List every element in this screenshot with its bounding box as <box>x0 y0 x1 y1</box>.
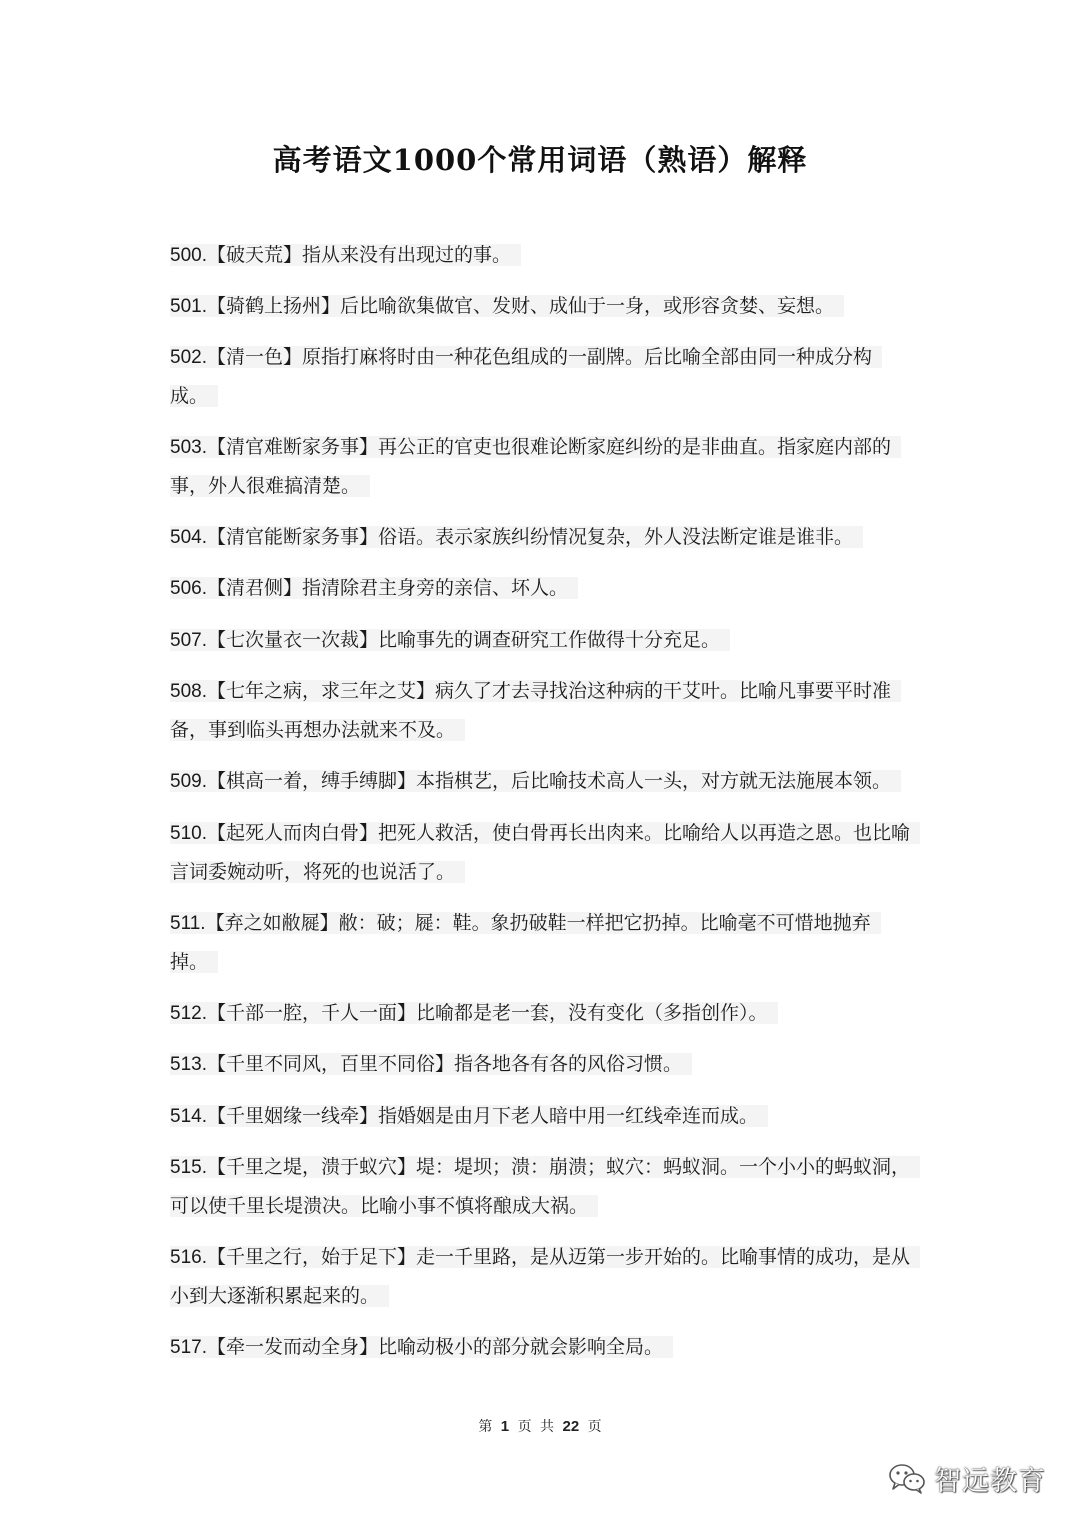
page-footer <box>0 1416 1080 1436</box>
entry-term: 【七年之病，求三年之艾】 <box>206 680 435 702</box>
watermark <box>888 1458 1046 1498</box>
entry-511 <box>170 904 915 981</box>
entry-definition: 走一千里路，是从迈第一步开始的。比喻事情的成功，是从小到大逐渐积累起来的。 <box>170 1246 911 1307</box>
entry-definition: 后比喻欲集做官、发财、成仙于一身，或形容贪婪、妄想。 <box>340 295 835 317</box>
page-total: 22 <box>562 1418 580 1435</box>
entry-definition: 堤：堤坝；溃：崩溃；蚁穴：蚂蚁洞。一个小小的蚂蚁洞，可以使千里长堤溃决。比喻小事不慎将酿成大祸。 <box>170 1156 911 1217</box>
entry-516 <box>170 1238 915 1315</box>
entry-501 <box>170 287 915 326</box>
entry-514 <box>170 1097 915 1136</box>
entry-definition: 指各地各有各的风俗习惯。 <box>454 1053 683 1075</box>
entry-number: 513. <box>170 1054 207 1075</box>
entry-509 <box>170 762 915 801</box>
entry-term: 【千部一腔，千人一面】 <box>206 1002 416 1024</box>
entry-512 <box>170 994 915 1033</box>
entry-definition: 比喻都是老一套，没有变化（多指创作）。 <box>416 1002 768 1024</box>
wechat-icon <box>888 1462 926 1494</box>
entry-term: 【千里姻缘一线牵】 <box>206 1105 378 1127</box>
footer-prefix: 第 <box>478 1419 493 1435</box>
entry-number: 507. <box>170 630 207 651</box>
entry-number: 506. <box>170 578 207 599</box>
entry-term: 【清官难断家务事】 <box>206 436 378 458</box>
entry-term: 【千里不同风，百里不同俗】 <box>206 1053 454 1075</box>
entry-term: 【清一色】 <box>206 346 302 368</box>
entry-definition: 把死人救活，使白骨再长出肉来。比喻给人以再造之恩。也比喻言词委婉动听，将死的也说活了。 <box>170 822 911 883</box>
entry-definition: 指婚姻是由月下老人暗中用一红线牵连而成。 <box>378 1105 759 1127</box>
entry-term: 【七次量衣一次裁】 <box>206 629 378 651</box>
entry-definition: 本指棋艺，后比喻技术高人一头，对方就无法施展本领。 <box>416 770 892 792</box>
entry-number: 516. <box>170 1247 207 1268</box>
watermark-text: 智远教育 <box>934 1465 1046 1497</box>
entry-term: 【千里之行，始于足下】 <box>206 1246 416 1268</box>
entry-definition: 再公正的官吏也很难论断家庭纠纷的是非曲直。指家庭内部的事，外人很难搞清楚。 <box>170 436 892 497</box>
footer-suffix: 页 <box>587 1419 602 1435</box>
entry-504 <box>170 518 915 557</box>
entry-definition: 指清除君主身旁的亲信、坏人。 <box>302 577 569 599</box>
entry-term: 【骑鹤上扬州】 <box>206 295 340 317</box>
entry-515 <box>170 1148 915 1225</box>
entry-number: 510. <box>170 823 207 844</box>
entry-term: 【破天荒】 <box>206 244 302 266</box>
entry-definition: 比喻事先的调查研究工作做得十分充足。 <box>378 629 721 651</box>
entry-term: 【起死人而肉白骨】 <box>206 822 378 844</box>
entry-number: 501. <box>170 296 207 317</box>
entry-term: 【棋高一着，缚手缚脚】 <box>206 770 416 792</box>
entry-513 <box>170 1045 915 1084</box>
entry-term: 【弃之如敝屣】 <box>205 912 339 934</box>
entry-500 <box>170 236 915 275</box>
entry-510 <box>170 814 915 891</box>
entry-number: 500. <box>170 245 207 266</box>
entry-number: 504. <box>170 527 207 548</box>
entry-number: 503. <box>170 437 207 458</box>
page-number: 1 <box>500 1418 510 1435</box>
entry-503 <box>170 428 915 505</box>
entry-definition: 原指打麻将时由一种花色组成的一副牌。后比喻全部由同一种成分构成。 <box>170 346 873 407</box>
entry-number: 508. <box>170 681 207 702</box>
entry-number: 502. <box>170 347 207 368</box>
entry-506 <box>170 569 915 608</box>
footer-mid: 页 共 <box>517 1419 555 1435</box>
entry-term: 【千里之堤，溃于蚁穴】 <box>206 1156 416 1178</box>
entry-definition: 俗语。表示家族纠纷情况复杂，外人没法断定谁是谁非。 <box>378 526 854 548</box>
entry-502 <box>170 338 915 415</box>
entry-term: 【清君侧】 <box>206 577 302 599</box>
entry-definition: 比喻动极小的部分就会影响全局。 <box>378 1336 664 1358</box>
entry-number: 509. <box>170 771 207 792</box>
entry-number: 514. <box>170 1106 207 1127</box>
entry-507 <box>170 621 915 660</box>
entry-number: 517. <box>170 1337 207 1358</box>
entry-term: 【清官能断家务事】 <box>206 526 378 548</box>
entry-number: 511. <box>170 913 206 934</box>
entry-definition: 敝：破；屣：鞋。象扔破鞋一样把它扔掉。比喻毫不可惜地抛弃掉。 <box>170 912 871 973</box>
entry-number: 512. <box>170 1003 207 1024</box>
entry-517 <box>170 1328 915 1367</box>
entry-number: 515. <box>170 1157 207 1178</box>
entry-508 <box>170 672 915 749</box>
document-title: 高考语文1000个常用词语（熟语）解释 <box>272 143 808 177</box>
entry-definition: 病久了才去寻找治这种病的干艾叶。比喻凡事要平时准备，事到临头再想办法就来不及。 <box>170 680 892 741</box>
entry-term: 【牵一发而动全身】 <box>206 1336 378 1358</box>
entry-definition: 指从来没有出现过的事。 <box>302 244 512 266</box>
